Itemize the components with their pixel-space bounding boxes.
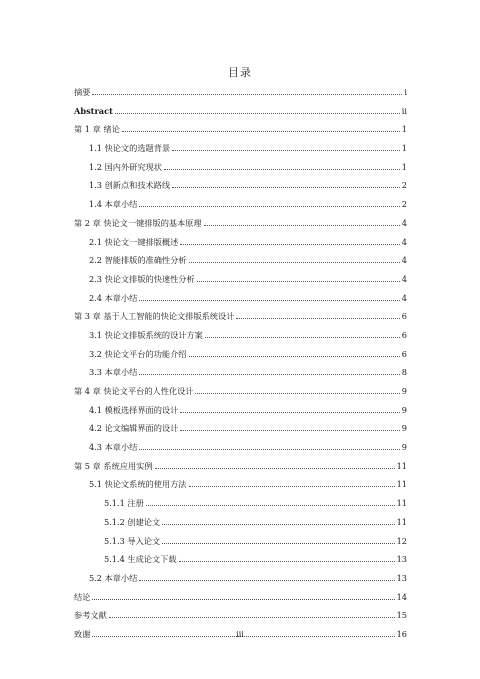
dot-leader [204, 225, 400, 226]
toc-entry-label: 1.3 创新点和技术路线 [89, 180, 171, 191]
toc-entry-label: 3.3 本章小结 [89, 367, 138, 378]
dot-leader [189, 486, 395, 487]
toc-entry-page: 6 [401, 311, 407, 322]
toc-entry-label: 第 1 章 绪论 [74, 124, 120, 135]
toc-entry-label: 2.3 快论文排版的快速性分析 [89, 273, 195, 284]
toc-entry-page: 11 [396, 479, 407, 490]
toc-entry-page: 9 [401, 404, 407, 415]
toc-entry-label: 5.2 本章小结 [89, 572, 138, 583]
toc-entry-page: 4 [401, 255, 407, 266]
toc-entry-page: ii [401, 105, 407, 116]
toc-entry-page: 4 [401, 236, 407, 247]
toc-entry[interactable] [74, 143, 407, 162]
toc-entry[interactable] [74, 237, 407, 256]
dot-leader [164, 169, 400, 170]
dot-leader [195, 393, 399, 394]
toc-entry-page: 9 [401, 386, 407, 396]
toc-entry[interactable] [74, 423, 407, 442]
toc-entry-page: 12 [396, 535, 407, 546]
toc-entry[interactable] [74, 498, 407, 517]
dot-leader [92, 599, 394, 600]
toc-entry-page: 14 [396, 591, 407, 602]
dot-leader [205, 337, 400, 338]
toc-entry[interactable] [74, 124, 407, 143]
dot-leader [139, 300, 399, 301]
dot-leader [122, 131, 400, 132]
toc-entry-page: 11 [396, 460, 407, 471]
toc-entry-label: 2.4 本章小结 [89, 292, 138, 303]
dot-leader [172, 150, 400, 151]
toc-entry-label: 第 2 章 快论文一键排版的基本原理 [74, 217, 202, 228]
dot-leader [180, 412, 399, 413]
toc-entry[interactable] [74, 442, 407, 461]
toc-entry[interactable] [74, 479, 407, 498]
toc-entry-page: 1 [401, 161, 407, 172]
dot-leader [189, 356, 400, 357]
toc-entry[interactable] [74, 386, 407, 405]
toc-entry[interactable] [74, 330, 407, 349]
dot-leader [162, 543, 394, 544]
toc-entry-label: 致谢 [74, 628, 91, 639]
toc-entry-label: 第 4 章 快论文平台的人性化设计 [74, 386, 194, 396]
toc-entry-label: 2.1 快论文一键排版概述 [89, 236, 179, 247]
toc-entry-page: 9 [401, 423, 407, 434]
toc-entry[interactable] [74, 405, 407, 424]
toc-entry-page: 11 [396, 516, 407, 527]
toc-entry-label: 4.1 模板选择界面的设计 [89, 404, 179, 415]
toc-entry-page: 6 [401, 348, 407, 359]
toc-entry-page: 4 [401, 217, 407, 228]
toc-entry[interactable] [74, 162, 407, 181]
toc-entry-label: 2.2 智能排版的准确性分析 [89, 255, 187, 266]
toc-entry-label: 参考文献 [74, 610, 107, 621]
toc-entry-label: 3.1 快论文排版系统的设计方案 [89, 329, 203, 340]
toc-entry-page: 2 [401, 180, 407, 191]
toc-entry-page: 9 [401, 442, 407, 453]
dot-leader [139, 449, 399, 450]
toc-entry-page: 1 [401, 143, 407, 154]
toc-entry-page: 13 [396, 572, 407, 583]
dot-leader [139, 206, 399, 207]
dot-leader [172, 187, 400, 188]
toc-entry-label: 第 5 章 系统应用实例 [74, 460, 153, 471]
toc-entry-label: 4.2 论文编辑界面的设计 [89, 423, 179, 434]
toc-entry-page: i [404, 87, 407, 97]
dot-leader [180, 430, 399, 431]
toc-entry-label: 5.1 快论文系统的使用方法 [89, 479, 187, 490]
toc-entry[interactable] [74, 367, 407, 386]
toc-entry-label: 5.1.2 创建论文 [104, 516, 161, 527]
toc-entry-page: 16 [396, 628, 407, 639]
toc-entry-label: 4.3 本章小结 [89, 442, 138, 453]
toc-entry[interactable] [74, 592, 407, 611]
dot-leader [236, 318, 399, 319]
toc-entry-label: Abstract [74, 105, 113, 116]
toc-entry[interactable] [74, 311, 407, 330]
toc-entry-label: 5.1.1 注册 [104, 498, 144, 509]
toc-entry[interactable] [74, 554, 407, 573]
dot-leader [197, 281, 400, 282]
toc-entry[interactable] [74, 573, 407, 592]
toc-entry-page: 15 [396, 610, 407, 621]
toc-entry[interactable] [74, 293, 407, 312]
toc-entry-label: 5.1.4 生成论文下载 [104, 554, 177, 565]
toc-entry-page: 13 [396, 554, 407, 565]
toc-entry[interactable] [74, 87, 407, 106]
toc-entry[interactable] [74, 517, 407, 536]
dot-leader [115, 113, 400, 114]
dot-leader [109, 617, 395, 618]
dot-leader [155, 468, 395, 469]
toc-entry-label: 1.1 快论文的选题背景 [89, 143, 171, 154]
toc-entry-page: 4 [401, 292, 407, 303]
toc-entry-page: 8 [401, 367, 407, 378]
dot-leader [146, 505, 395, 506]
dot-leader [179, 561, 395, 562]
toc-entry[interactable] [74, 218, 407, 237]
toc-entry[interactable] [74, 349, 407, 368]
toc-entry[interactable] [74, 199, 407, 218]
toc-entry-label: 第 3 章 基于人工智能的快论文排版系统设计 [74, 311, 235, 322]
toc-entry-page: 6 [401, 329, 407, 340]
toc-entry-label: 结论 [74, 591, 91, 602]
toc-entry-label: 1.2 国内外研究现状 [89, 161, 162, 172]
dot-leader [92, 94, 402, 95]
toc-entry[interactable] [74, 461, 407, 480]
dot-leader [162, 524, 394, 525]
toc-entry-label: 摘要 [74, 87, 91, 97]
toc-entry[interactable] [74, 180, 407, 199]
toc-entry[interactable] [74, 274, 407, 293]
dot-leader [180, 244, 399, 245]
toc-entry[interactable] [74, 536, 407, 555]
page-number: iii [236, 630, 244, 639]
dot-leader [139, 580, 394, 581]
dot-leader [139, 374, 399, 375]
table-of-contents [74, 87, 407, 648]
toc-entry-label: 1.4 本章小结 [89, 199, 138, 210]
toc-entry-label: 3.2 快论文平台的功能介绍 [89, 348, 187, 359]
toc-entry[interactable] [74, 610, 407, 629]
toc-title: 目录 [228, 66, 252, 79]
toc-entry-label: 5.1.3 导入论文 [104, 535, 161, 546]
dot-leader [189, 262, 400, 263]
toc-entry-page: 4 [401, 273, 407, 284]
toc-entry-page: 11 [396, 498, 407, 509]
toc-entry[interactable] [74, 255, 407, 274]
toc-entry-page: 1 [401, 124, 407, 135]
toc-entry-page: 2 [401, 199, 407, 210]
toc-entry[interactable] [74, 106, 407, 125]
